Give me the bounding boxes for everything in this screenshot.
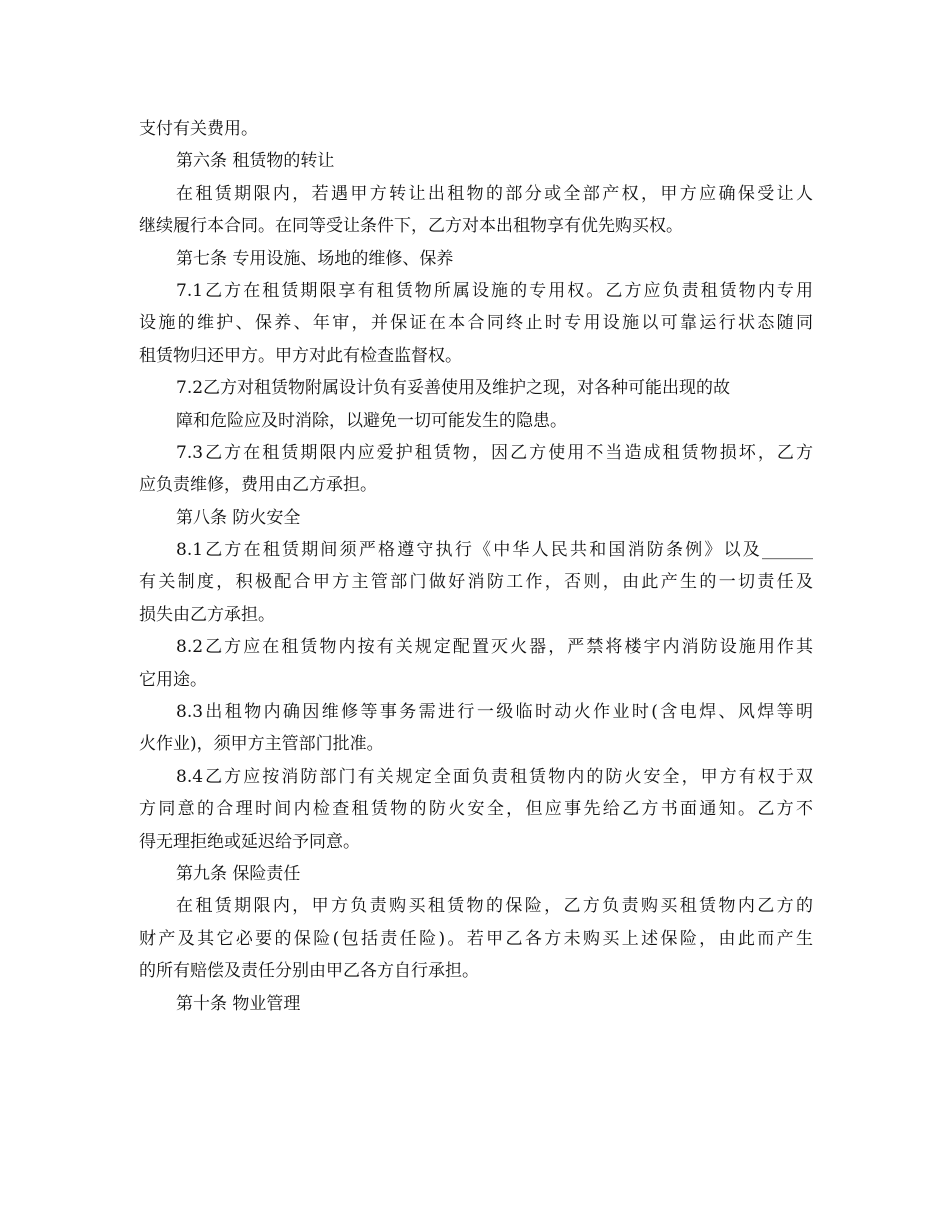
section-heading-7: 第七条 专用设施、场地的维修、保养 xyxy=(176,248,454,269)
text-line: 8.1乙方在租赁期间须严格遵守执行《中华人民共和国消防条例》以及______ xyxy=(176,540,813,561)
text-line: 7.2乙方对租赁物附属设计负有妥善使用及维护之现，对各种可能出现的故 xyxy=(176,378,731,399)
text-line: 损失由乙方承担。 xyxy=(139,604,275,625)
text-line: 租赁物归还甲方。甲方对此有检查监督权。 xyxy=(139,345,462,366)
text-line: 应负责维修，费用由乙方承担。 xyxy=(139,475,377,496)
section-heading-8: 第八条 防火安全 xyxy=(176,507,301,528)
text-line: 8.2乙方应在租赁物内按有关规定配置灭火器，严禁将楼宇内消防设施用作其 xyxy=(176,637,813,658)
text-line: 支付有关费用。 xyxy=(139,119,258,139)
text-line: 继续履行本合同。在同等受让条件下，乙方对本出租物享有优先购买权。 xyxy=(139,216,683,237)
text-line: 在租赁期限内，甲方负责购买租赁物的保险，乙方负责购买租赁物内乙方的 xyxy=(176,896,813,917)
section-heading-6: 第六条 租赁物的转让 xyxy=(176,151,335,172)
text-line: 有关制度，积极配合甲方主管部门做好消防工作，否则，由此产生的一切责任及 xyxy=(139,572,813,593)
text-line: 8.4乙方应按消防部门有关规定全面负责租赁物内的防火安全，甲方有权于双 xyxy=(176,766,813,787)
text-line: 火作业)，须甲方主管部门批准。 xyxy=(139,734,384,755)
text-line: 障和危险应及时消除，以避免一切可能发生的隐患。 xyxy=(176,410,567,431)
section-heading-10: 第十条 物业管理 xyxy=(176,993,301,1014)
text-line: 8.3出租物内确因维修等事务需进行一级临时动火作业时(含电焊、风焊等明 xyxy=(176,702,813,723)
text-line: 得无理拒绝或延迟给予同意。 xyxy=(139,831,360,852)
text-line: 财产及其它必要的保险(包括责任险)。若甲乙各方未购买上述保险，由此而产生 xyxy=(139,928,813,949)
text-line: 的所有赔偿及责任分别由甲乙各方自行承担。 xyxy=(139,961,479,982)
document-body xyxy=(139,113,813,1020)
text-line: 7.3乙方在租赁期限内应爱护租赁物，因乙方使用不当造成租赁物损坏，乙方 xyxy=(176,442,813,463)
text-line: 方同意的合理时间内检查租赁物的防火安全，但应事先给乙方书面通知。乙方不 xyxy=(139,799,813,820)
text-line: 在租赁期限内，若遇甲方转让出租物的部分或全部产权，甲方应确保受让人 xyxy=(176,183,813,204)
text-line: 7.1乙方在租赁期限享有租赁物所属设施的专用权。乙方应负责租赁物内专用 xyxy=(176,280,813,301)
text-line: 它用途。 xyxy=(139,669,207,690)
text-line: 设施的维护、保养、年审，并保证在本合同终止时专用设施以可靠运行状态随同 xyxy=(139,313,813,334)
section-heading-9: 第九条 保险责任 xyxy=(176,863,301,884)
